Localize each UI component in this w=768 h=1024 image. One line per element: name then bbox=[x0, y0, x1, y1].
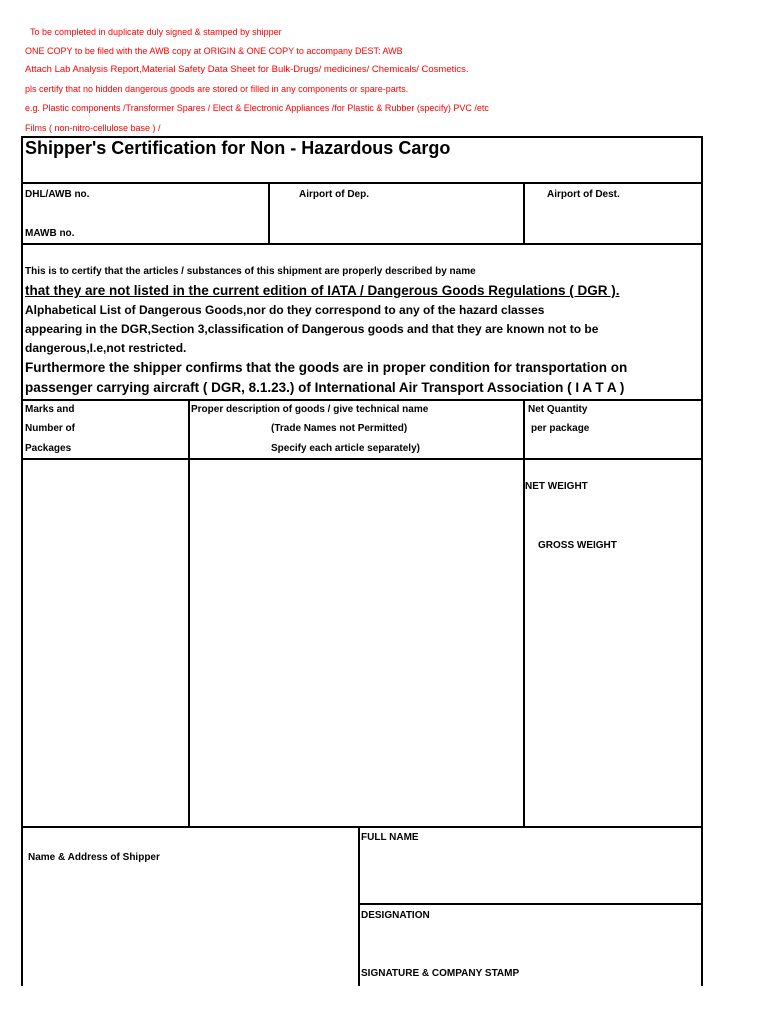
desc-header-line-3: Specify each article separately) bbox=[271, 443, 420, 454]
qty-column-divider bbox=[523, 399, 525, 826]
marks-header-line-3: Packages bbox=[25, 443, 72, 454]
note-attach-lab: Attach Lab Analysis Report,Material Safety Data Sheet for Bulk-Drugs/ medicines/ Chemicals/ Cosmetics. bbox=[25, 64, 469, 75]
airport-dest-divider bbox=[523, 182, 525, 243]
gross-weight-label: GROSS WEIGHT bbox=[538, 540, 617, 551]
airport-dep-label: Airport of Dep. bbox=[299, 189, 369, 200]
qty-header-line-2: per package bbox=[531, 423, 590, 434]
certification-form bbox=[21, 136, 703, 986]
note-duplicate: To be completed in duplicate duly signed & stamped by shipper bbox=[30, 27, 282, 37]
table-bottom-divider bbox=[21, 826, 703, 828]
cert-line-1: This is to certify that the articles / substances of this shipment are properly described by name bbox=[25, 266, 476, 277]
net-weight-label: NET WEIGHT bbox=[525, 481, 588, 492]
full-name-divider bbox=[358, 903, 703, 905]
cert-line-7: passenger carrying aircraft ( DGR, 8.1.23.) of International Air Transport Association ( I A T A ) bbox=[25, 380, 625, 395]
shipper-column-divider bbox=[358, 826, 360, 986]
cert-line-3: Alphabetical List of Dangerous Goods,nor do they correspond to any of the hazard classes bbox=[25, 303, 545, 317]
desc-header-line-2: (Trade Names not Permitted) bbox=[271, 423, 408, 434]
dhl-awb-label: DHL/AWB no. bbox=[25, 189, 90, 200]
note-examples: e.g. Plastic components /Transformer Spares / Elect & Electronic Appliances /for Plastic & Rubber (specify) PVC /etc bbox=[25, 103, 489, 113]
full-name-label: FULL NAME bbox=[361, 832, 419, 843]
cert-divider bbox=[21, 399, 703, 401]
title-divider bbox=[21, 182, 703, 184]
qty-header-line-1: Net Quantity bbox=[528, 404, 588, 415]
cert-line-4: appearing in the DGR,Section 3,classification of Dangerous goods and that they are known not to be bbox=[25, 322, 599, 336]
marks-header-line-1: Marks and bbox=[25, 404, 75, 415]
marks-column-divider bbox=[188, 399, 190, 826]
cert-line-5: dangerous,I.e,not restricted. bbox=[25, 341, 187, 355]
desc-header-line-1: Proper description of goods / give technical name bbox=[191, 404, 429, 415]
airport-dest-label: Airport of Dest. bbox=[547, 189, 620, 200]
note-one-copy: ONE COPY to be filed with the AWB copy at ORIGIN & ONE COPY to accompany DEST: AWB bbox=[25, 46, 403, 56]
airport-divider bbox=[21, 243, 703, 245]
mawb-label: MAWB no. bbox=[25, 228, 75, 239]
designation-label: DESIGNATION bbox=[361, 910, 430, 921]
airport-dep-divider bbox=[268, 182, 270, 243]
name-address-label: Name & Address of Shipper bbox=[28, 852, 160, 863]
note-hidden-goods: pls certify that no hidden dangerous goods are stored or filled in any components or spare-parts. bbox=[25, 84, 409, 94]
signature-stamp-label: SIGNATURE & COMPANY STAMP bbox=[361, 968, 520, 979]
form-left-border bbox=[21, 136, 23, 986]
cert-line-6: Furthermore the shipper confirms that the goods are in proper condition for transportation on bbox=[25, 360, 628, 375]
cert-line-2: that they are not listed in the current edition of IATA / Dangerous Goods Regulations ( DGR ). bbox=[25, 283, 620, 298]
table-header-divider bbox=[21, 458, 703, 460]
note-films: Films ( non-nitro-cellulose base ) / bbox=[25, 123, 161, 133]
form-right-border bbox=[701, 136, 703, 986]
marks-header-line-2: Number of bbox=[25, 423, 75, 434]
form-title: Shipper's Certification for Non - Hazardous Cargo bbox=[25, 138, 451, 158]
